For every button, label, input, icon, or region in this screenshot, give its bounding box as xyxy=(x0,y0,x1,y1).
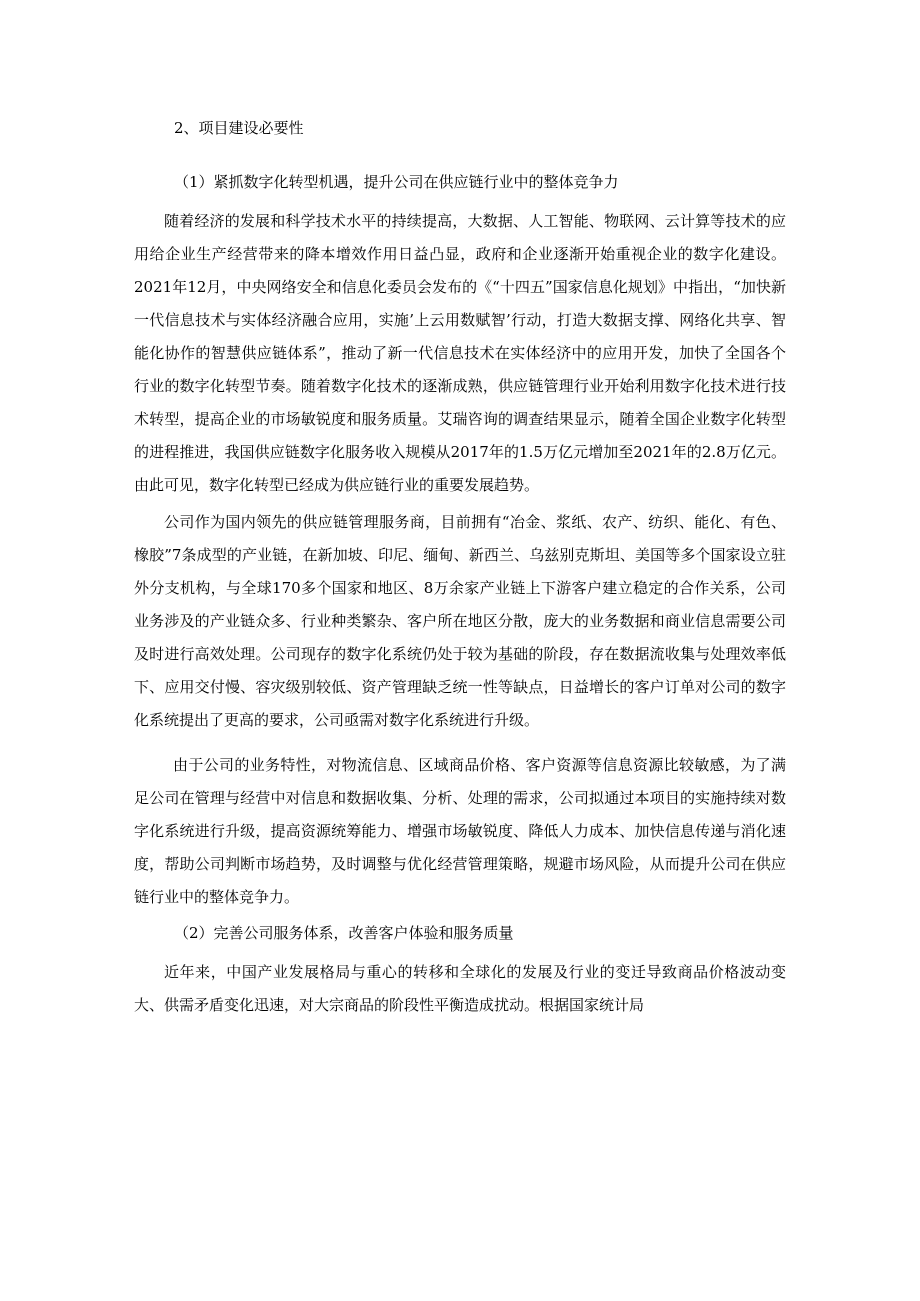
subheading-1: （1）紧抓数字化转型机遇，提升公司在供应链行业中的整体竞争力 xyxy=(174,173,619,191)
subheading-2: （2）完善公司服务体系，改善客户体验和服务质量 xyxy=(174,924,514,942)
paragraph-3: 由于公司的业务特性，对物流信息、区域商品价格、客户资源等信息资源比较敏感，为了满足公司在管理与经营中对信息和数据收集、分析、处理的需求，公司拟通过本项目的实施持续对数字化系统进行升级，提高资源统筹能力、增强市场敏锐度、降低人力成本、加快信息传递与消化速度，帮助公司判断市场趋势，及时调整与优化经营管理策略，规避市场风险，从而提升公司在供应链行业中的整体竞争力。 xyxy=(134,756,786,906)
paragraph-1: 随着经济的发展和科学技术水平的持续提高，大数据、人工智能、物联网、云计算等技术的应用给企业生产经营带来的降本增效作用日益凸显，政府和企业逐渐开始重视企业的数字化建设。2021年12月，中央网络安全和信息化委员会发布的《“十四五”国家信息化规划》中指出，“加快新一代信息技术与实体经济融合应用，实施’上云用数赋智’行动，打造大数据支撑、网络化共享、智能化协作的智慧供应链体系”，推动了新一代信息技术在实体经济中的应用开发，加快了全国各个行业的数字化转型节奏。随着数字化技术的逐渐成熟，供应链管理行业开始利用数字化技术进行技术转型，提高企业的市场敏锐度和服务质量。艾瑞咨询的调查结果显示，随着全国企业数字化转型的进程推进，我国供应链数字化服务收入规模从2017年的1.5万亿元增加至2021年的2.8万亿元。由此可见，数字化转型已经成为供应链行业的重要发展趋势。 xyxy=(134,212,786,494)
section-heading: 2、项目建设必要性 xyxy=(174,119,304,137)
document-body xyxy=(134,113,786,1026)
paragraph-2: 公司作为国内领先的供应链管理服务商，目前拥有“冶金、浆纸、农产、纺织、能化、有色、橡胶”7条成型的产业链，在新加坡、印尼、缅甸、新西兰、乌兹别克斯坦、美国等多个国家设立驻外分支机构，与全球170多个国家和地区、8万余家产业链上下游客户建立稳定的合作关系，公司业务涉及的产业链众多、行业种类繁杂、客户所在地区分散，庞大的业务数据和商业信息需要公司及时进行高效处理。公司现存的数字化系统仍处于较为基础的阶段，存在数据流收集与处理效率低下、应用交付慢、容灾级别较低、资产管理缺乏统一性等缺点，日益增长的客户订单对公司的数字化系统提出了更高的要求，公司亟需对数字化系统进行升级。 xyxy=(134,513,786,729)
paragraph-4: 近年来，中国产业发展格局与重心的转移和全球化的发展及行业的变迁导致商品价格波动变大、供需矛盾变化迅速，对大宗商品的阶段性平衡造成扰动。根据国家统计局 xyxy=(134,963,786,1014)
